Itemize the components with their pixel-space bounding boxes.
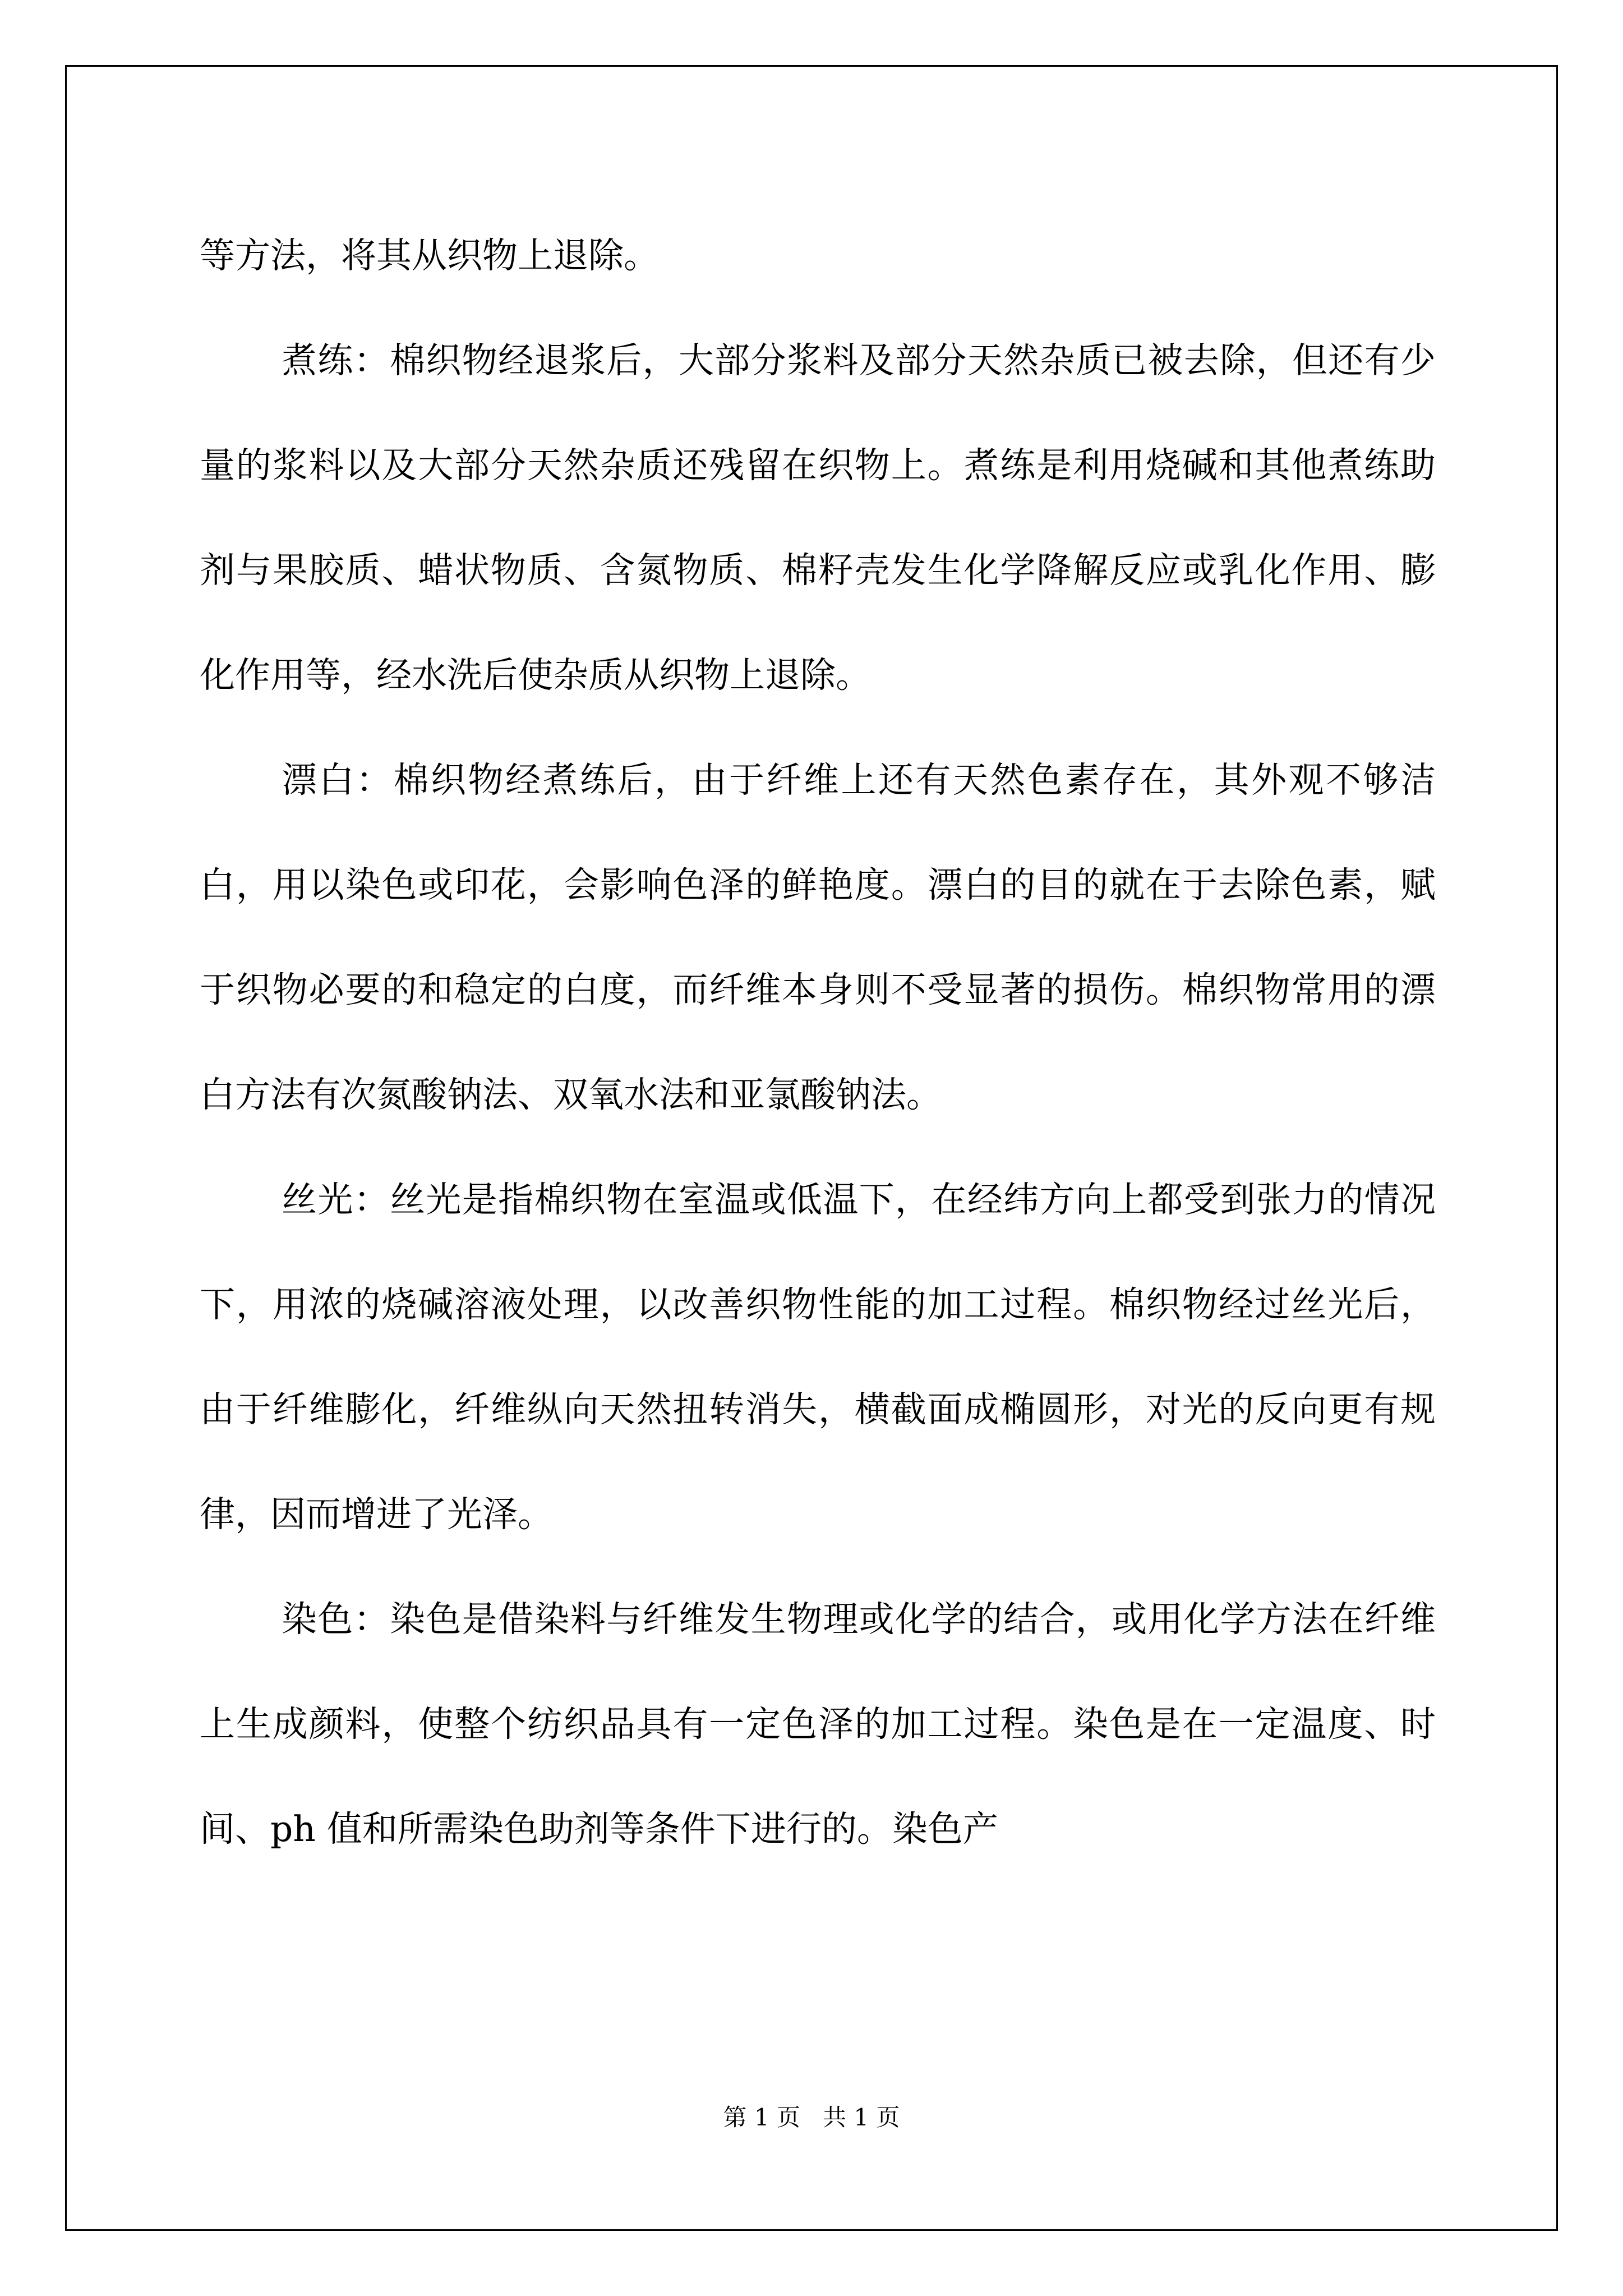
paragraph-bleaching: 漂白：棉织物经煮练后，由于纤维上还有天然色素存在，其外观不够洁白，用以染色或印花，会影响色泽的鲜艳度。漂白的目的就在于去除色素，赋于织物必要的和稳定的白度，而纤维本身则不受显著的损伤。棉织物常用的漂白方法有次氮酸钠法、双氧水法和亚氯酸钠法。: [200, 760, 1436, 1115]
paragraph-scouring: 煮练：棉织物经退浆后，大部分浆料及部分天然杂质已被去除，但还有少量的浆料以及大部分天然杂质还残留在织物上。煮练是利用烧碱和其他煮练助剂与果胶质、蜡状物质、含氮物质、棉籽壳发生化学降解反应或乳化作用、膨化作用等，经水洗后使杂质从织物上退除。: [200, 340, 1436, 696]
paragraph-desizing-end: 等方法，将其从织物上退除。: [200, 235, 659, 276]
document-body: [200, 203, 1436, 1881]
paragraph-dyeing: 染色：染色是借染料与纤维发生物理或化学的结合，或用化学方法在纤维上生成颜料，使整个纺织品具有一定色泽的加工过程。染色是在一定温度、时间、ph 值和所需染色助剂等条件下进行的。染色产: [200, 1599, 1436, 1849]
paragraph-mercerizing: 丝光：丝光是指棉织物在室温或低温下，在经纬方向上都受到张力的情况下，用浓的烧碱溶液处理，以改善织物性能的加工过程。棉织物经过丝光后，由于纤维膨化，纤维纵向天然扭转消失，横截面成椭圆形，对光的反向更有规律，因而增进了光泽。: [200, 1179, 1436, 1535]
page-footer: 第 1 页 共 1 页: [723, 2104, 900, 2131]
